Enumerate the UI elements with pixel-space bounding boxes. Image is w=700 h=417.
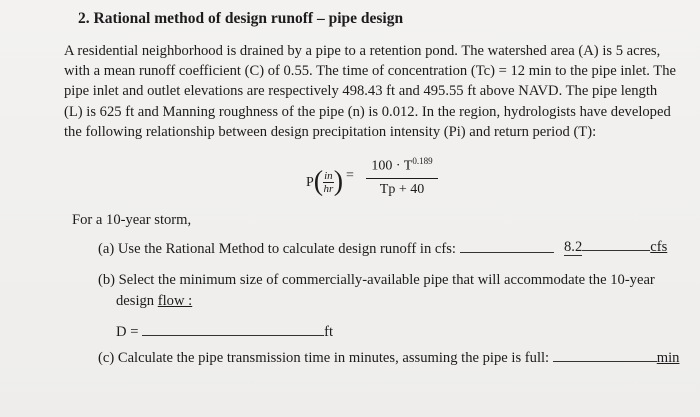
question-c xyxy=(98,347,679,367)
question-a-text: (a) Use the Rational Method to calculate design runoff in cfs: xyxy=(98,241,456,257)
question-c-unit: min xyxy=(656,350,680,366)
question-c-text: (c) Calculate the pipe transmission time in minutes, assuming the pipe is full: xyxy=(98,350,550,366)
diameter-answer-row xyxy=(116,321,333,341)
question-a-answer: 8.2 xyxy=(564,239,583,255)
question-b xyxy=(98,270,655,312)
statement-line-1: A residential neighborhood is drained by a pipe to a retention pond. The watershed area (A) is 5 acres, xyxy=(64,43,661,59)
formula-denominator: Tp + 40 xyxy=(379,181,425,197)
question-a xyxy=(98,238,554,258)
question-b-flow-link: flow : xyxy=(157,293,193,309)
statement-line-3: pipe inlet and outlet elevations are respectively 498.43 ft and 495.55 ft above NAVD. The pipe length xyxy=(64,83,658,100)
diameter-blank[interactable] xyxy=(142,321,324,336)
formula-unit-hr: hr xyxy=(323,183,334,196)
question-c-blank[interactable] xyxy=(553,347,657,362)
formula-unit-in: in xyxy=(324,170,333,183)
statement-line-5: the following relationship between design precipitation intensity (Pi) and return period (T): xyxy=(64,123,597,140)
formula-units xyxy=(323,170,334,195)
problem-heading: 2. Rational method of design runoff – pipe design xyxy=(78,10,404,27)
question-a-unit: cfs xyxy=(650,239,668,255)
statement-line-2: with a mean runoff coefficient (C) of 0.55. The time of concentration (Tc) = 12 min to the pipe inlet. The xyxy=(64,63,676,80)
formula-fraction xyxy=(366,156,438,198)
problem-statement xyxy=(64,41,684,142)
diameter-label: D = xyxy=(116,324,139,340)
formula-numerator: $100 \cdot T^{0.189}$ xyxy=(366,156,438,179)
storm-text: For a 10-year storm, xyxy=(72,212,192,228)
question-b-line-2: design flow : xyxy=(116,293,193,309)
formula-lhs: P( $\frac{in}{hr}$ ) xyxy=(306,166,344,197)
formula-equals: = xyxy=(346,168,354,183)
diameter-unit: ft xyxy=(324,324,333,340)
question-b-line-1: (b) Select the minimum size of commercially-available pipe that will accommodate the 10-year xyxy=(98,272,655,288)
statement-line-4: (L) is 625 ft and Manning roughness of the pipe (n) is 0.012. In the region, hydrologists have developed xyxy=(64,103,671,120)
formula-exponent: 0.189 xyxy=(412,156,433,166)
question-a-answer-area[interactable] xyxy=(540,236,667,256)
formula-p-symbol: P xyxy=(306,175,314,190)
